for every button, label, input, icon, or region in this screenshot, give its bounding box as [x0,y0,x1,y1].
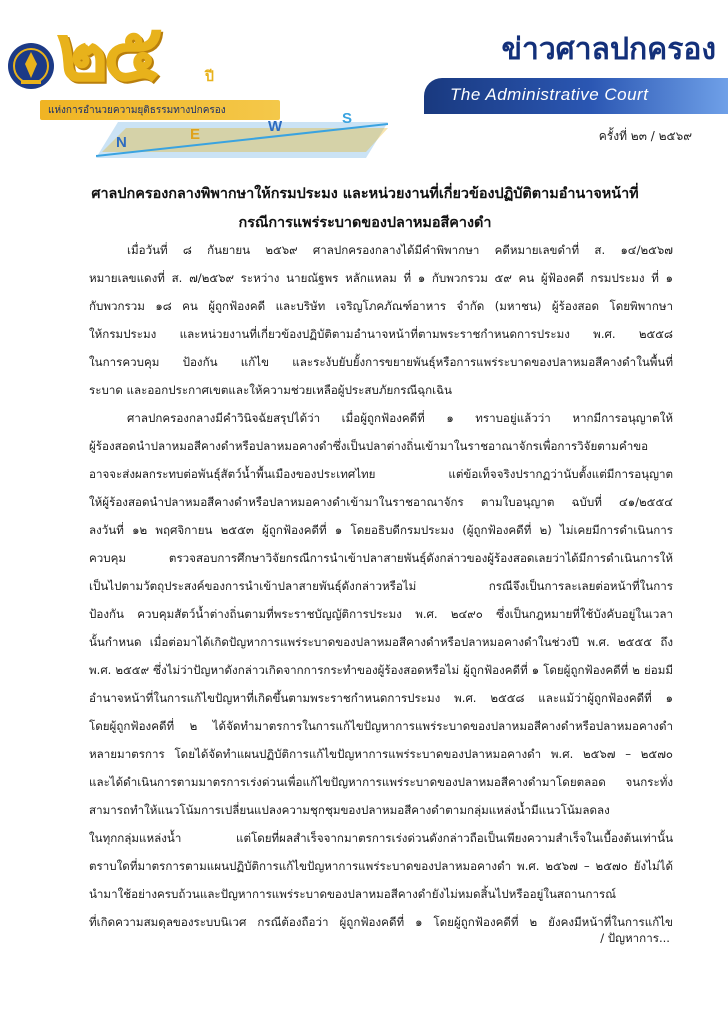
news-letter-e: E [190,126,201,143]
body-line: สามารถทำให้แนวโน้มการเปลี่ยนแปลงความชุกชุมของปลาหมอสีคางดำตามกลุ่มแหล่งน้ำมีแนวโน้มลดลง [89,803,610,817]
body-line: ในทุกกลุ่มแหล่งน้ำ แต่โดยที่ผลสำเร็จจากมาตรการเร่งด่วนดังกล่าวถือเป็นเพียงความสำเร็จในเบื้องต้นเท่านั้น [89,831,673,845]
body-line: และได้ดำเนินการตามมาตรการเร่งด่วนเพื่อแก้ไขปัญหาการแพร่ระบาดของปลาหมอสีคางดำมาโดยตลอด จนกระทั่ง [89,775,673,789]
news-letter-s: S [342,110,353,127]
article-headline [60,180,670,238]
masthead-english-title: The Administrative Court [450,85,649,104]
body-line: ลงวันที่ ๑๒ พฤศจิกายน ๒๕๕๓ ผู้ถูกฟ้องคดีที่ ๑ โดยอธิบดีกรมประมง (ผู้ถูกฟ้องคดีที่ ๒) ไม่เคยมีการดำเนินการ [89,523,673,537]
newsletter-header [0,0,728,165]
body-line: ที่เกิดความสมดุลของระบบนิเวศ กรณีต้องถือว่า ผู้ถูกฟ้องคดีที่ ๑ โดยผู้ถูกฟ้องคดีที่ ๒ ยังคงมีหน้าที่ในการแก้ไข [89,915,673,929]
body-line: โดยผู้ถูกฟ้องคดีที่ ๒ ได้จัดทำมาตรการในการแก้ไขปัญหาการแพร่ระบาดของปลาหมอสีคางดำหรือปลาหมอคางดำ [89,719,673,733]
body-line: นำมาใช้อย่างครบถ้วนและปัญหาการแพร่ระบาดของปลาหมอสีคางดำยังไม่หมดสิ้นไปหรืออยู่ในสถานการณ์ [89,887,616,901]
news-letter-n: N [116,134,127,151]
body-line: อำนาจหน้าที่ในการแก้ไขปัญหาที่เกิดขึ้นตามพระราชกำหนดการประมง พ.ศ. ๒๕๕๘ และแม้ว่าผู้ถูกฟ้องคดีที่ ๑ [89,691,673,705]
body-line: ศาลปกครองกลางมีคำวินิจฉัยสรุปได้ว่า เมื่อผู้ถูกฟ้องคดีที่ ๑ ทราบอยู่แล้วว่า หากมีการอนุญาตให้ [127,411,673,425]
body-line: ให้กรมประมง และหน่วยงานที่เกี่ยวข้องปฏิบัติตามอำนาจหน้าที่ตามพระราชกำหนดการประมง พ.ศ. ๒๕๕๘ [89,327,673,341]
administrative-court-seal-icon [6,40,56,94]
masthead-english-bar [424,78,728,114]
headline-line: ศาลปกครองกลางพิพากษาให้กรมประมง และหน่วยงานที่เกี่ยวข้องปฏิบัติตามอำนาจหน้าที่ [91,186,639,202]
continuation-marker: / ปัญหาการ... [600,931,670,945]
body-line: หลายมาตรการ โดยได้จัดทำแผนปฏิบัติการแก้ไขปัญหาการแพร่ระบาดของปลาหมอคางดำ พ.ศ. ๒๕๖๗ – ๒๕๗๐ [89,747,673,761]
body-line: ตราบใดที่มาตรการตามแผนปฏิบัติการแก้ไขปัญหาการแพร่ระบาดของปลาหมอคางดำ พ.ศ. ๒๕๖๗ – ๒๕๗๐ ยังไม่ได้ [89,859,673,873]
body-line: นั้นกำหนด เมื่อต่อมาได้เกิดปัญหาการแพร่ระบาดของปลาหมอสีคางดำหรือปลาหมอคางดำในช่วงปี พ.ศ. ๒๕๕๕ ถึง [89,635,673,649]
body-line: เมื่อวันที่ ๘ กันยายน ๒๕๖๙ ศาลปกครองกลางได้มีคำพิพากษา คดีหมายเลขดำที่ ส. ๑๔/๒๕๖๗ [127,243,673,257]
headline-line: กรณีการแพร่ระบาดของปลาหมอสีคางดำ [238,215,492,231]
anniversary-logo-number: ๒๕ [56,5,158,99]
body-line: หมายเลขแดงที่ ส. ๗/๒๕๖๙ ระหว่าง นายณัฐพร หลักแหลม ที่ ๑ กับพวกรวม ๕๙ คน ผู้ฟ้องคดี กรมประมง ที่ ๑ [89,271,673,285]
body-line: เป็นไปตามวัตถุประสงค์ของการนำเข้าปลาสายพันธุ์ดังกล่าวหรือไม่ กรณีจึงเป็นการละเลยต่อหน้าที่ในการ [89,579,673,593]
body-line: อาจจะส่งผลกระทบต่อพันธุ์สัตว์น้ำพื้นเมืองของประเทศไทย แต่ข้อเท็จจริงปรากฏว่านับตั้งแต่มีการอนุญาต [89,467,673,481]
anniversary-banner [40,100,280,120]
issue-number: ครั้งที่ ๒๓ / ๒๕๖๙ [598,129,692,143]
body-line: ให้ผู้ร้องสอดนำปลาหมอสีคางดำหรือปลาหมอคางดำเข้ามาในราชอาณาจักร ตามใบอนุญาต ฉบับที่ ๔๑/๒๕๕๔ [89,495,673,509]
body-line: ผู้ร้องสอดนำปลาหมอสีคางดำหรือปลาหมอคางดำซึ่งเป็นปลาต่างถิ่นเข้ามาในราชอาณาจักรเพื่อการวิจัยตามคำขอ [89,439,649,453]
body-line: พ.ศ. ๒๕๕๙ ซึ่งไม่ว่าปัญหาดังกล่าวเกิดจากการกระทำของผู้ร้องสอดหรือไม่ ผู้ถูกฟ้องคดีที่ ๑ โดยผู้ถูกฟ้องคดีที่ ๒ ย่อมมี [89,663,673,677]
anniversary-logo-suffix: ปี [205,69,214,85]
body-line: ป้องกัน ควบคุมสัตว์น้ำต่างถิ่นตามที่พระราชบัญญัติการประมง พ.ศ. ๒๔๙๐ ซึ่งเป็นกฎหมายที่ใช้บังคับอยู่ในเวลา [89,607,673,621]
body-line: ระบาด และออกประกาศเขตและให้ความช่วยเหลือผู้ประสบภัยกรณีฉุกเฉิน [89,383,452,397]
masthead-thai-title: ข่าวศาลปกครอง [501,32,716,67]
anniversary-banner-text: แห่งการอำนวยความยุติธรรมทางปกครอง [48,105,226,116]
news-letter-w: W [268,118,283,135]
body-line: ควบคุม ตรวจสอบการศึกษาวิจัยกรณีการนำเข้าปลาสายพันธุ์ดังกล่าวของผู้ร้องสอดเลยว่าได้มีการดำเนินการให้ [89,551,673,565]
body-line: ในการควบคุม ป้องกัน แก้ไข และระงับยับยั้งการขยายพันธุ์หรือการแพร่ระบาดของปลาหมอสีคางดำในพื้นที่ [89,355,673,369]
body-line: กับพวกรวม ๑๘ คน ผู้ถูกฟ้องคดี และบริษัท เจริญโภคภัณฑ์อาหาร จำกัด (มหาชน) ผู้ร้องสอด โดยพิพากษา [89,299,673,313]
